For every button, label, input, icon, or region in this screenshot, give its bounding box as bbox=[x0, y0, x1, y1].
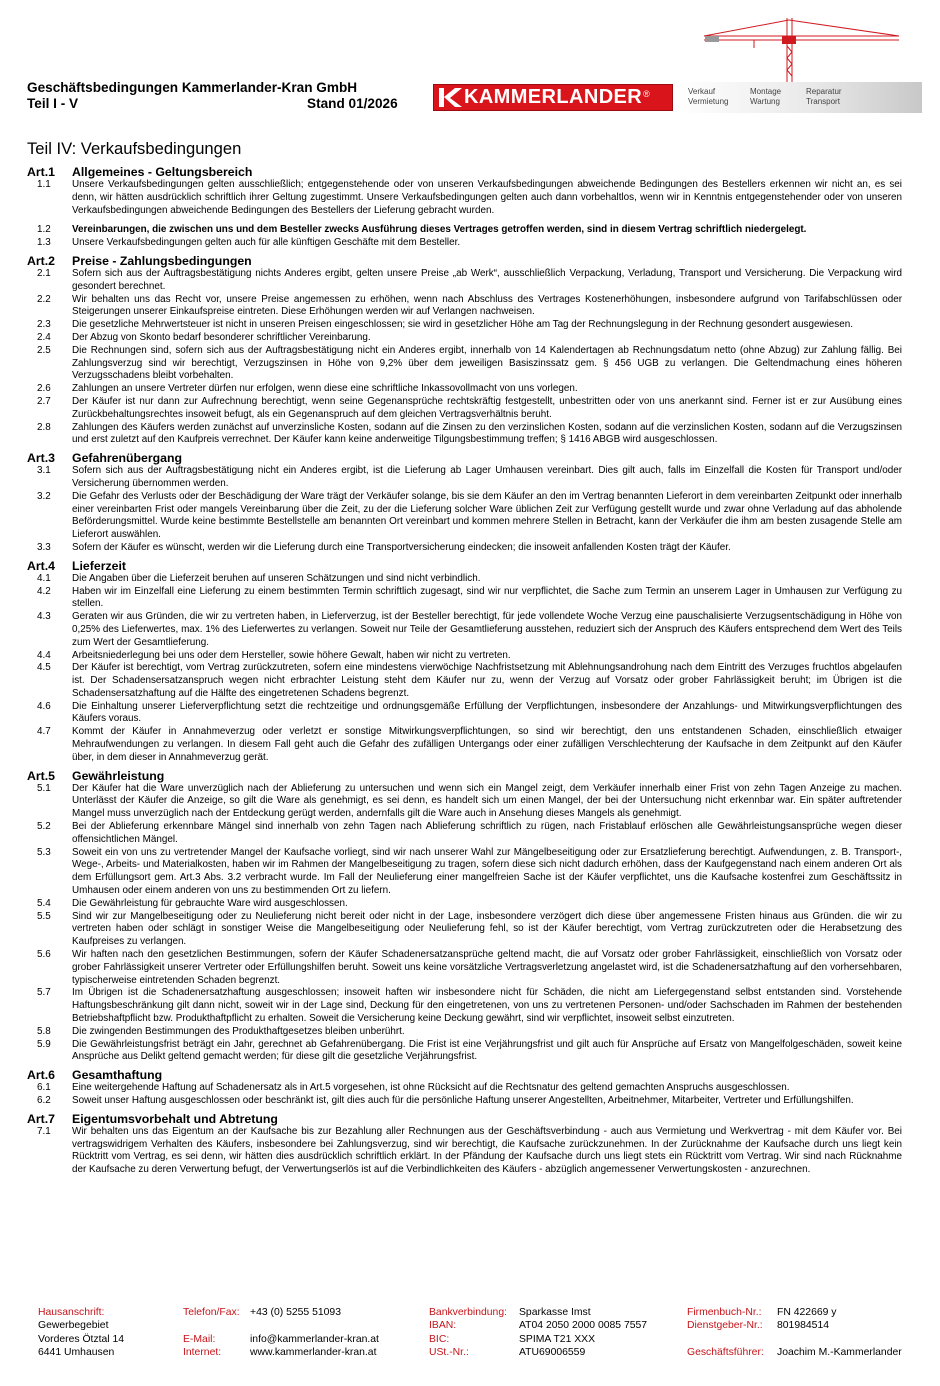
clause bbox=[27, 662, 902, 700]
clause bbox=[27, 294, 902, 320]
article-number: Art.5 bbox=[27, 768, 56, 783]
footer-iban: AT04 2050 2000 0085 7557 bbox=[519, 1320, 648, 1332]
clause bbox=[27, 465, 902, 491]
article-heading bbox=[27, 769, 902, 783]
footer-bank: Sparkasse Imst bbox=[519, 1307, 591, 1318]
clause bbox=[27, 1039, 902, 1065]
article-number: Art.4 bbox=[27, 558, 56, 573]
clause-number: 5.2 bbox=[37, 821, 51, 833]
footer-bic: SPIMA T21 XXX bbox=[519, 1333, 596, 1345]
clause-number: 2.8 bbox=[37, 421, 51, 433]
footer-firmenbuch: FN 422669 y bbox=[777, 1307, 837, 1318]
clause-number: 6.1 bbox=[37, 1082, 51, 1094]
clause-text: Kommt der Käufer in Annahmeverzug oder verletzt er sonstige Mitwirkungsverpflichtungen, so sind wir berechtigt, den uns entstandenen Schaden, einschließlich etwaiger Mehraufwendungen zu verlangen. In diesem Fall geht auch die Gefahr des zufälligen Untergangs oder einer zufälligen Verschlechterung der Kaufsache in dem Zeitpunkt auf den Käufer über, in dem dieser in Annahmeverzug gerät. bbox=[72, 726, 902, 763]
clause-number: 7.1 bbox=[37, 1125, 51, 1137]
clause-text: Im Übrigen ist die Schadenersatzhaftung ausgeschlossen; insoweit haften wir insbesondere nicht für Schäden, die nicht am Liefergegenstand selbst entstanden sind. Vorstehende Haftungsbeschränkung gilt dann nicht, soweit wir in der Lage sind, Deckung für den eingetretenen, von uns zu vertretenen Personen- und/oder Sachschaden im Rahmen der bestehenden Betriebshaftpflicht bzw. Produkthaftpflicht zu erhalten. Soweit die Versicherung keine Deckung gewährt, sind wir verpflichtet, insoweit selbst einzutreten. bbox=[72, 987, 902, 1025]
clause bbox=[27, 179, 902, 217]
article-title: Lieferzeit bbox=[72, 558, 126, 573]
clause bbox=[27, 345, 902, 383]
clause-text: Der Käufer hat die Ware unverzüglich nach der Ablieferung zu untersuchen und wenn sich ein Mangel zeigt, dem Verkäufer innerhalb einer Frist von zehn Tagen Anzeige zu machen. Unterlässt der Käufer die Anzeige, so gilt die Ware als genehmigt, es sei denn, es handelt sich um einen Mangel, der bei der Untersuchung nicht erkennbar war. Ein später auftretender Mangel muss unverzüglich nach der Entdeckung gerügt werden, andernfalls gilt die Ware auch in Ansehung dieses Mangels als genehmigt. bbox=[72, 782, 902, 820]
clause bbox=[27, 422, 902, 448]
footer-gf-label: Geschäftsführer: bbox=[687, 1346, 764, 1358]
clause bbox=[27, 268, 902, 294]
clause-number: 3.1 bbox=[37, 465, 51, 477]
article-number: Art.1 bbox=[27, 165, 56, 179]
clause-number: 2.1 bbox=[37, 267, 51, 279]
clause-text: Sofern sich aus der Auftragsbestätigung nicht ein Anderes ergibt, ist die Lieferung ab Lager Umhausen vereinbart. Dies gilt auch, falls im Einzelfall die Kosten für Transport und/oder Versicherung übernommen werden. bbox=[72, 465, 902, 489]
clause-number: 5.7 bbox=[37, 987, 51, 999]
clause-number: 1.3 bbox=[37, 237, 51, 249]
clause-text: Soweit ein von uns zu vertretender Mangel der Kaufsache vorliegt, sind wir nach unserer Wahl zur Mängelbeseitigung oder zur Ersatzlieferung berechtigt. Aufwendungen, z. B. Transport-, Wege-, Arbeits- und Materialkosten, haben wir im Rahmen der Mangelbeseitigung zu tragen, sofern diese sich nicht dadurch erhöhen, dass der Kaufgegenstand nach einem anderen Ort als dem Erfüllungsort gem. Art.3 Abs. 3.2 verbracht wurde. Im Fall der Neulieferung einer mangelfreien Sache ist der Käufer verpflichtet, uns die Kaufsache kostenfrei zum Geschäftssitz in Umhausen oder einem anderen von uns zu bestimmenden Ort zu liefern. bbox=[72, 846, 902, 897]
article-heading bbox=[27, 559, 902, 573]
clause bbox=[27, 987, 902, 1025]
clause-text: Die Angaben über die Lieferzeit beruhen auf unseren Schätzungen und sind nicht verbindlich. bbox=[72, 572, 481, 584]
clause-text: Unsere Verkaufsbedingungen gelten ausschließlich; entgegenstehende oder von unseren Verkaufsbedingungen abweichende Bedingungen des Bestellers erkennen wir nicht an, es sei denn, wir hätten ausdrücklich schriftlich ihrer Geltung zugestimmt. Unsere Verkaufsbedingungen gelten auch dann vorbehaltlos, wenn wir in Kenntnis entgegenstehender oder von unseren Verkaufsbedingungen abweichende Bedingungen des Bestellers der Lieferung gebracht wurden. bbox=[72, 179, 902, 216]
clause-number: 5.3 bbox=[37, 846, 51, 858]
page-header bbox=[27, 30, 922, 120]
page-footer bbox=[38, 1306, 918, 1366]
footer-ust-label: USt.-Nr.: bbox=[429, 1346, 469, 1358]
clause bbox=[27, 491, 902, 542]
tower-crane-graphic bbox=[684, 0, 904, 84]
document-part: Teil I - V bbox=[27, 96, 79, 111]
clause-number: 4.5 bbox=[37, 662, 51, 674]
service-reparatur: Reparatur bbox=[806, 87, 842, 96]
clause-number: 1.1 bbox=[37, 179, 51, 190]
clause bbox=[27, 1026, 902, 1039]
clause-text: Wir haften nach den gesetzlichen Bestimmungen, sofern der Käufer Schadenersatzansprüche geltend macht, die auf Vorsatz oder grober Fahrlässigkeit, einschließlich von Vorsatz oder grober Fahrlässigkeit unserer Vertreter oder Erfüllungshilfen beruht. Soweit uns keine vorsätzliche Vertragsverletzung angelastet wird, ist die Schadenersatzhaftung auf den vorhersehbaren, typischerweise eintretenden Schaden begrenzt. bbox=[72, 949, 902, 986]
article-heading bbox=[27, 254, 902, 268]
clause-text: Die Rechnungen sind, sofern sich aus der Auftragsbestätigung nicht ein Anderes ergibt, innerhalb von 14 Kalendertagen ab Rechnungsdatum netto (ohne Abzug) zur Zahlung fällig. Bei Zahlungsverzug sind wir berechtigt, Verzugszinsen in Höhe von 9,2% über dem jeweiligen Basiszinssatz gem. § 456 UGB zu verlangen. Die Geltendmachung eines höheren Verzugsschadens bleibt vorbehalten. bbox=[72, 344, 902, 382]
clause-number: 2.4 bbox=[37, 331, 51, 343]
service-verkauf: Verkauf bbox=[688, 87, 716, 96]
footer-address-line: 6441 Umhausen bbox=[38, 1346, 115, 1358]
clause bbox=[27, 783, 902, 821]
clause bbox=[27, 586, 902, 612]
clause-number: 5.4 bbox=[37, 897, 51, 909]
service-transport: Transport bbox=[806, 97, 840, 106]
article-number: Art.3 bbox=[27, 451, 56, 466]
clause-number: 4.1 bbox=[37, 572, 51, 584]
clause-text: Die Gewährleistungsfrist beträgt ein Jahr, gerechnet ab Gefahrenübergang. Die Frist ist eine Verjährungsfrist und gilt auch für Ansprüche auf Ersatz von Mangelfolgeschäden, soweit keine Ansprüche aus Delikt geltend gemacht werden; für diese gilt die gesetzliche Verjährungsfrist. bbox=[72, 1038, 902, 1063]
footer-bic-label: BIC: bbox=[429, 1333, 450, 1345]
article-heading bbox=[27, 1112, 902, 1126]
clause-number: 2.7 bbox=[37, 395, 51, 407]
clause-number: 5.6 bbox=[37, 949, 51, 961]
clause-number: 4.6 bbox=[37, 700, 51, 712]
clause-text: Die zwingenden Bestimmungen des Produkthaftgesetzes bleiben unberührt. bbox=[72, 1025, 405, 1037]
clause-text: Zahlungen an unsere Vertreter dürfen nur erfolgen, wenn diese eine schriftliche Inkassovollmacht von uns vorlegen. bbox=[72, 383, 578, 395]
footer-iban-label: IBAN: bbox=[429, 1320, 457, 1332]
clause bbox=[27, 898, 902, 911]
clause-text: Sofern sich aus der Auftragsbestätigung nichts Anderes ergibt, gelten unsere Preise „ab Werk“, ausschließlich Verpackung, Verladung, Transport und Versicherung. Die Verpackung wird gesondert berechnet. bbox=[72, 267, 902, 292]
clause-number: 2.3 bbox=[37, 319, 51, 331]
logo-wordmark: KAMMERLANDER bbox=[464, 86, 643, 108]
article-title: Allgemeines - Geltungsbereich bbox=[72, 165, 253, 179]
document-version: Stand 01/2026 bbox=[307, 96, 398, 111]
clause bbox=[27, 949, 902, 987]
article-title: Eigentumsvorbehalt und Abtretung bbox=[72, 1111, 278, 1126]
clause-number: 2.2 bbox=[37, 293, 51, 305]
footer-dienstgeber: 801984514 bbox=[777, 1320, 830, 1332]
clause bbox=[27, 1095, 902, 1108]
footer-email-link[interactable]: info@kammerlander-kran.at bbox=[250, 1333, 379, 1345]
service-wartung: Wartung bbox=[750, 97, 780, 106]
clause bbox=[27, 332, 902, 345]
footer-ust: ATU69006559 bbox=[519, 1346, 586, 1358]
clause-text: Haben wir im Einzelfall eine Lieferung zu einem bestimmten Termin schriftlich zugesagt, sind wir nur verpflichtet, die Sache zum Termin an unserem Lager in Umhausen zur Verfügung zu stellen. bbox=[72, 585, 902, 610]
logo-k-mark-icon bbox=[436, 85, 464, 110]
clause-text: Eine weitergehende Haftung auf Schadenersatz als in Art.5 vorgesehen, ist ohne Rücksicht auf die Rechtsnatur des geltend gemachten Anspruchs ausgeschlossen. bbox=[72, 1082, 790, 1094]
clause-text: Die Gefahr des Verlusts oder der Beschädigung der Ware trägt der Verkäufer solange, bis sie dem Käufer an den im Vertrag benannten Lieferort in dem vereinbarten Zeitpunkt oder innerhalb einer vereinbarten Frist oder mangels Vereinbarung über die Zeit, zu der die Lieferung solcher Ware üblichen Zeit zur Verfügung gestellt wurde und zwar ohne Verladung auf das abholende Beförderungsmittel. Wurde keine bestimmte Bestellstelle am benannten Ort vereinbart und kommen mehrere Stellen in Betracht, kann der Verkäufer die ihm am besten zusagende Stelle am Lieferort auswählen. bbox=[72, 490, 902, 541]
clause bbox=[27, 542, 902, 555]
clause bbox=[27, 319, 902, 332]
service-montage: Montage bbox=[750, 87, 782, 96]
clause-text: Sind wir zur Mangelbeseitigung oder zu Neulieferung nicht bereit oder nicht in der Lage, insbesondere verzögert dich diese über angemessene Fristen hinaus aus Gründen. die wir zu vertreten haben oder schlägt in sonstiger Weise die Mangelbeseitigung oder Neulieferung fehl, so ist der Käufer berechtigt, vom Vertrag zurückzutreten oder die Herabsetzung des Kaufpreises zu verlangen. bbox=[72, 910, 902, 948]
clause-number: 3.2 bbox=[37, 490, 51, 502]
article-number: Art.2 bbox=[27, 253, 56, 268]
clause-number: 5.1 bbox=[37, 782, 51, 794]
clause-number: 1.2 bbox=[37, 224, 51, 236]
article-heading bbox=[27, 451, 902, 465]
clause-text: Bei der Ablieferung erkennbare Mängel sind innerhalb von zehn Tagen nach Ablieferung schriftlich zu rügen, nach Fristablauf erlöschen alle Gewährleistungsansprüche wegen dieser offensichtlichen Mängel. bbox=[72, 821, 902, 845]
clause bbox=[27, 726, 902, 764]
article-number: Art.7 bbox=[27, 1111, 56, 1126]
footer-dienstgeber-label: Dienstgeber-Nr.: bbox=[687, 1320, 763, 1332]
clause-text: Der Käufer ist berechtigt, vom Vertrag zurückzutreten, sofern eine mindestens vierwöchige Nachfristsetzung mit Ablehnungsandrohung nach dem Eintritt des Verzuges fruchtlos abgelaufen ist. Der Schadensersatzanspruch wegen nicht erbrachter Leistung steht dem Käufer nur zu, wenn der Verzug auf Vorsatz oder grober Fahrlässigkeit beruht; im Übrigen ist die Schadensersatzhaftung auf die Hälfte des eingetretenen Schadens begrenzt. bbox=[72, 662, 902, 699]
clause bbox=[27, 383, 902, 396]
article-heading bbox=[27, 1068, 902, 1082]
clause bbox=[27, 821, 902, 847]
terms-content bbox=[27, 165, 902, 1177]
clause bbox=[27, 611, 902, 649]
service-vermietung: Vermietung bbox=[688, 97, 729, 106]
clause-number: 6.2 bbox=[37, 1095, 51, 1106]
clause-number: 5.5 bbox=[37, 910, 51, 922]
article-title: Gesamthaftung bbox=[72, 1068, 163, 1083]
footer-web-link[interactable]: www.kammerlander-kran.at bbox=[250, 1346, 377, 1358]
clause-text: Sofern der Käufer es wünscht, werden wir die Lieferung durch eine Transportversicherung eindecken; die insoweit anfallenden Kosten trägt der Käufer. bbox=[72, 541, 731, 553]
services-band bbox=[678, 82, 922, 113]
footer-firmenbuch-label: Firmenbuch-Nr.: bbox=[687, 1307, 762, 1318]
article-title: Preise - Zahlungsbedingungen bbox=[72, 253, 252, 268]
clause bbox=[27, 701, 902, 727]
clause bbox=[27, 224, 902, 237]
article-number: Art.6 bbox=[27, 1068, 56, 1083]
clause-text: Wir behalten uns das Eigentum an der Kaufsache bis zur Bezahlung aller Rechnungen aus der Geschäftsverbindung - auch aus Vermietung und Werkvertrag - mit dem Käufer vor. Bei vertragswidrigem Verhalten des Käufers, insbesondere bei Zahlungsverzug, sind wir berechtigt, die Kaufsache zurückzunehmen. In der Zurücknahme der Kaufsache durch uns liegt kein Rücktritt vom Vertrag, es sei denn, wir hätten dies ausdrücklich schriftlich erklärt. In der Pfändung der Kaufsache durch uns liegt stets ein Rücktritt vom Vertrag. Wir sind nach Rücknahme der Kaufsache zu deren Verwertung befugt, der Verwertungserlös ist auf die Verbindlichkeiten des Käufers - abzüglich angemessener Verwertungskosten - anzurechnen. bbox=[72, 1125, 902, 1176]
clause bbox=[27, 573, 902, 586]
clause-number: 4.2 bbox=[37, 585, 51, 597]
clause-text: Unsere Verkaufsbedingungen gelten auch für alle künftigen Geschäfte mit dem Besteller. bbox=[72, 237, 461, 249]
clause-number: 2.6 bbox=[37, 383, 51, 395]
clause-number: 4.3 bbox=[37, 611, 51, 623]
footer-email-label: E-Mail: bbox=[183, 1333, 216, 1345]
clause-text: Wir behalten uns das Recht vor, unsere Preise angemessen zu erhöhen, wenn nach Abschluss des Vertrages Kostenerhöhungen, insbesondere aufgrund von Tarifabschlüssen oder Steigerungen unserer Einkaufspreise eintreten. Diese Erhöhungen werden wir auf Verlangen nachweisen. bbox=[72, 293, 902, 318]
clause-number: 5.8 bbox=[37, 1025, 51, 1037]
footer-gf: Joachim M.-Kammerlander bbox=[777, 1346, 902, 1358]
section-title: Teil IV: Verkaufsbedingungen bbox=[27, 139, 242, 158]
footer-address-line: Vorderes Ötztal 14 bbox=[38, 1333, 125, 1345]
logo-registered-mark: ® bbox=[643, 89, 650, 99]
document-title: Geschäftsbedingungen Kammerlander-Kran GmbH bbox=[27, 80, 358, 95]
clause bbox=[27, 650, 902, 663]
clause-number: 4.4 bbox=[37, 649, 51, 661]
clause-text: Vereinbarungen, die zwischen uns und dem Besteller zwecks Ausführung dieses Vertrages getroffen werden, sind in diesem Vertrag schriftlich niedergelegt. bbox=[72, 224, 807, 236]
clause bbox=[27, 396, 902, 422]
article-title: Gewährleistung bbox=[72, 768, 165, 783]
clause-text: Die gesetzliche Mehrwertsteuer ist nicht in unseren Preisen eingeschlossen; sie wird in gesetzlicher Höhe am Tag der Rechnungslegung in der Rechnung gesondert ausgewiesen. bbox=[72, 319, 853, 331]
footer-address-line: Gewerbegebiet bbox=[38, 1320, 109, 1332]
clause-number: 4.7 bbox=[37, 726, 51, 738]
footer-address-label: Hausanschrift: bbox=[38, 1307, 105, 1318]
footer-web-label: Internet: bbox=[183, 1346, 222, 1358]
footer-bank-label: Bankverbindung: bbox=[429, 1307, 507, 1318]
clause-text: Die Gewährleistung für gebrauchte Ware wird ausgeschlossen. bbox=[72, 897, 348, 909]
footer-phone-label: Telefon/Fax: bbox=[183, 1307, 240, 1318]
clause-text: Zahlungen des Käufers werden zunächst auf unverzinsliche Kosten, sodann auf die Zinsen zu den verzinslichen Kosten, sodann auf die verzinslichen Kosten, sodann auf die Verzugszinsen und erst zuletzt auf den Kaufpreis verrechnet. Der Käufer kann keine anderweitige Tilgungsbestimmung treffen; § 1416 ABGB wird ausgeschlossen. bbox=[72, 421, 902, 446]
clause bbox=[27, 911, 902, 949]
footer-phone[interactable]: +43 (0) 5255 51093 bbox=[250, 1307, 341, 1318]
clause bbox=[27, 1126, 902, 1177]
clause-text: Arbeitsniederlegung bei uns oder dem Hersteller, sowie höhere Gewalt, haben wir nicht zu vertreten. bbox=[72, 649, 511, 661]
clause-number: 3.3 bbox=[37, 541, 51, 553]
clause-text: Der Abzug von Skonto bedarf besonderer schriftlicher Vereinbarung. bbox=[72, 331, 371, 343]
clause-text: Die Einhaltung unserer Lieferverpflichtung setzt die rechtzeitige und ordnungsgemäße Erfüllung der Verpflichtungen, insbesondere der Anzahlungs- und Mitwirkungsverpflichtungen des Käufers voraus. bbox=[72, 700, 902, 725]
clause-number: 2.5 bbox=[37, 344, 51, 356]
clause bbox=[27, 1082, 902, 1095]
clause-text: Geraten wir aus Gründen, die wir zu vertreten haben, in Lieferverzug, ist der Besteller berechtigt, für jede vollendete Woche Verzug eine pauschalisierte Verzugsentschädigung in Höhe von 0,25% des Lieferwertes, max. 1% des Lieferwertes zu verlangen. Soweit nur Teile der Gesamtlieferung ausstehen, reduziert sich der Anspruch des Käufers entsprechend dem Wert des Teils zum Wert der Gesamtlieferung. bbox=[72, 611, 902, 648]
article-heading bbox=[27, 165, 902, 179]
clause-text: Der Käufer ist nur dann zur Aufrechnung berechtigt, wenn seine Gegenansprüche rechtskräftig festgestellt, unbestritten oder von uns anerkannt sind. Ferner ist er zur Ausübung eines Zurückbehaltungsrechtes insoweit befugt, als ein Gegenanspruch auf dem gleichen Vertragsverhältnis beruht. bbox=[72, 395, 902, 420]
company-logo bbox=[433, 84, 673, 111]
clause-text: Soweit unser Haftung ausgeschlossen oder beschränkt ist, gilt dies auch für die persönliche Haftung unserer Angestellten, Arbeitnehmer, Mitarbeiter, Vertreter und Erfüllungshilfen. bbox=[72, 1095, 854, 1106]
clause-number: 5.9 bbox=[37, 1038, 51, 1050]
clause bbox=[27, 237, 902, 250]
article-title: Gefahrenübergang bbox=[72, 451, 183, 466]
clause bbox=[27, 847, 902, 898]
